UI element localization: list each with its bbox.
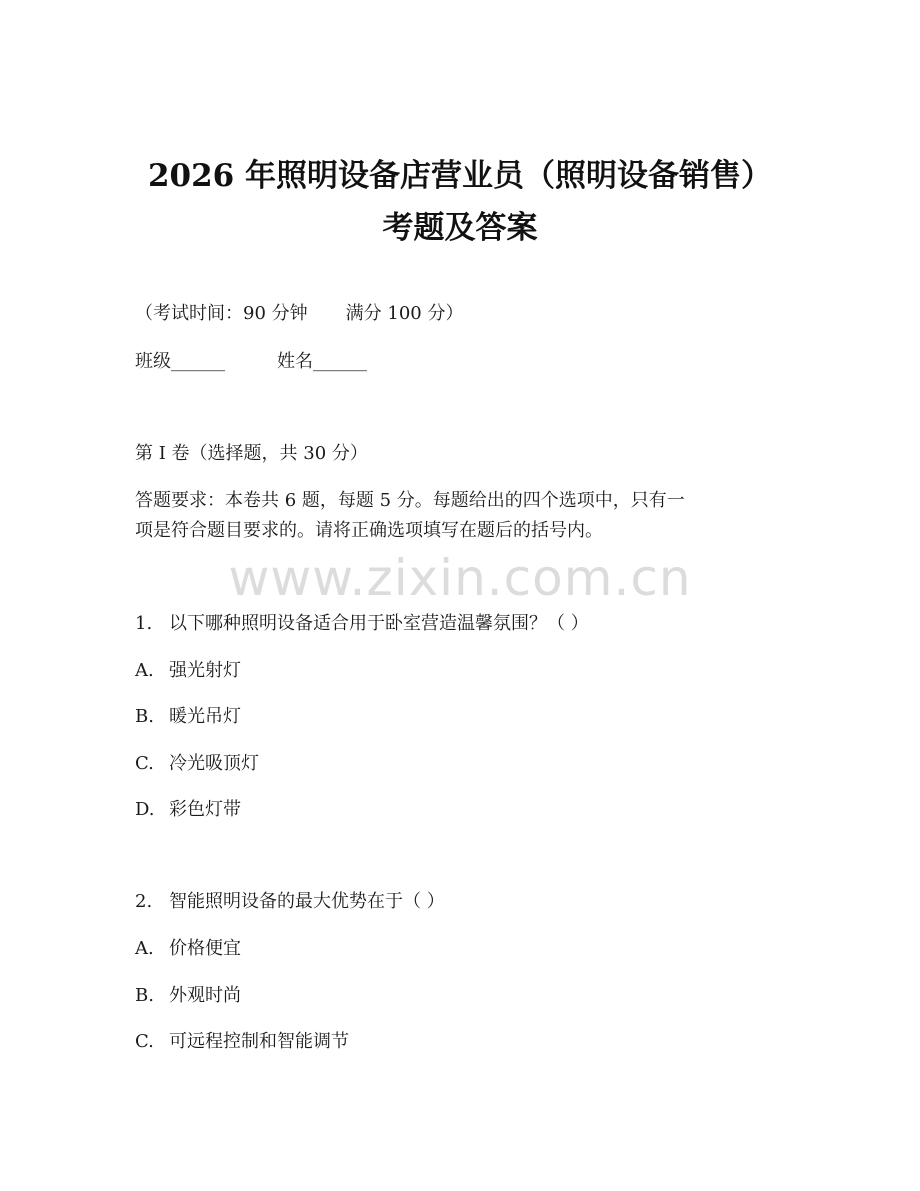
exam-score: 满分 100 分） [345,303,464,324]
instructions-line-1: 答题要求：本卷共 6 题，每题 5 分。每题给出的四个选项中，只有一 [135,490,685,511]
option-2c [135,1029,349,1055]
question-number: 1. [135,613,153,634]
exam-time: （考试时间：90 分钟 [135,303,308,324]
option-letter: B. [135,706,154,727]
option-text: 可远程控制和智能调节 [169,1031,349,1052]
document-title-line-1: 2026 年照明设备店营业员（照明设备销售） [147,158,773,194]
exam-info [135,301,463,327]
option-letter: C. [135,1031,154,1052]
question-2 [135,889,445,915]
question-1 [135,611,589,637]
question-text: 智能照明设备的最大优势在于（ ） [169,891,445,912]
option-text: 冷光吸顶灯 [169,753,259,774]
option-text: 暖光吊灯 [169,706,241,727]
question-number: 2. [135,891,153,912]
option-1b [135,704,241,730]
watermark: www.zixin.com.cn [228,549,692,607]
question-text: 以下哪种照明设备适合用于卧室营造温馨氛围？（ ） [169,613,589,634]
section-heading: 第 I 卷（选择题，共 30 分） [135,443,368,464]
class-field: 班级______ [135,351,225,372]
option-text: 彩色灯带 [169,799,241,820]
name-field: 姓名______ [277,351,367,372]
option-letter: D. [135,799,155,820]
instructions-line-2: 项是符合题目要求的。请将正确选项填写在题后的括号内。 [135,520,603,541]
option-letter: A. [135,660,154,681]
option-letter: B. [135,985,154,1006]
option-letter: A. [135,938,154,959]
document-title-line-2: 考题及答案 [382,210,538,246]
option-1d [135,797,241,823]
option-text: 价格便宜 [169,938,241,959]
option-text: 外观时尚 [169,985,241,1006]
option-text: 强光射灯 [169,660,241,681]
option-1a [135,658,241,684]
option-letter: C. [135,753,154,774]
option-2b [135,983,241,1009]
option-1c [135,751,259,777]
option-2a [135,936,241,962]
student-fields [135,349,367,375]
